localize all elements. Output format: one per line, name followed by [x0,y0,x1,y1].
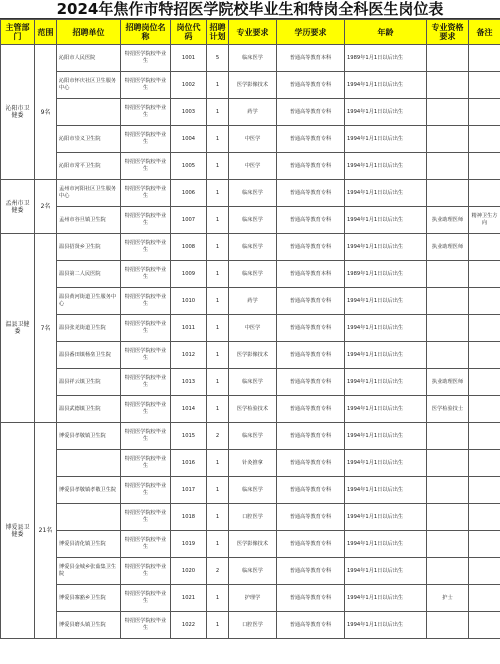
cell-age: 1994年1月1日以后出生 [345,288,427,315]
cell-note [469,288,500,315]
cell-count: 1 [207,261,229,288]
cell-qual [427,342,469,369]
cell-edu: 普通高等教育专科 [277,126,345,153]
cell-major: 口腔医学 [229,504,277,531]
table-row [1,45,500,72]
cell-unit: 博爱县孝敬镇卫生院 [57,423,121,450]
table-row [1,315,500,342]
cell-age: 1994年1月1日以后出生 [345,423,427,450]
cell-edu: 普通高等教育专科 [277,288,345,315]
cell-major: 临床医学 [229,261,277,288]
cell-count: 1 [207,207,229,234]
cell-qual: 执业助理医师 [427,234,469,261]
table-row [1,369,500,396]
cell-age: 1994年1月1日以后出生 [345,504,427,531]
cell-qual [427,504,469,531]
cell-post-name: 特招医学院校毕业生 [121,45,171,72]
cell-edu: 普通高等教育专科 [277,477,345,504]
cell-code: 1018 [171,504,207,531]
cell-unit: 博爱县清化镇卫生院 [57,531,121,558]
table-body [1,45,500,639]
cell-note [469,612,500,639]
header-edu: 学历要求 [277,20,345,45]
cell-age: 1994年1月1日以后出生 [345,234,427,261]
cell-major: 针灸推拿 [229,450,277,477]
cell-count: 1 [207,504,229,531]
cell-major: 医学检验技术 [229,396,277,423]
cell-post-name: 特招医学院校毕业生 [121,531,171,558]
cell-note [469,234,500,261]
cell-qual [427,153,469,180]
cell-age: 1994年1月1日以后出生 [345,558,427,585]
cell-qual: 执业助理医师 [427,207,469,234]
table-row [1,558,500,585]
cell-note [469,180,500,207]
table-row [1,531,500,558]
cell-edu: 普通高等教育专科 [277,612,345,639]
cell-unit: 沁阳市常平卫生院 [57,153,121,180]
cell-major: 临床医学 [229,423,277,450]
table-row [1,288,500,315]
header-count: 招聘计划 [207,20,229,45]
cell-qual [427,45,469,72]
cell-edu: 普通高等教育专科 [277,207,345,234]
cell-post-name: 特招医学院校毕业生 [121,585,171,612]
cell-qual [427,288,469,315]
cell-qual [427,261,469,288]
cell-count: 1 [207,72,229,99]
cell-count: 1 [207,99,229,126]
cell-note [469,45,500,72]
cell-dept: 沁阳市卫健委 [1,45,35,180]
cell-edu: 普通高等教育本科 [277,261,345,288]
cell-major: 中医学 [229,153,277,180]
table-row [1,612,500,639]
cell-dept: 孟州市卫健委 [1,180,35,234]
cell-count: 2 [207,423,229,450]
cell-edu: 普通高等教育本科 [277,45,345,72]
cell-qual [427,99,469,126]
cell-age: 1994年1月1日以后出生 [345,450,427,477]
cell-major: 口腔医学 [229,612,277,639]
cell-note [469,261,500,288]
cell-unit: 博爱县磨头镇卫生院 [57,612,121,639]
cell-post-name: 特招医学院校毕业生 [121,180,171,207]
cell-major: 药学 [229,99,277,126]
cell-count: 1 [207,288,229,315]
cell-unit: 博爱县孝敬镇孝敬卫生院 [57,477,121,504]
cell-major: 医学影像技术 [229,342,277,369]
cell-code: 1006 [171,180,207,207]
cell-scope: 7名 [35,234,57,423]
cell-note [469,342,500,369]
header-unit: 招聘单位 [57,20,121,45]
cell-major: 临床医学 [229,558,277,585]
cell-qual [427,612,469,639]
cell-post-name: 特招医学院校毕业生 [121,450,171,477]
cell-age: 1994年1月1日以后出生 [345,342,427,369]
table-row [1,342,500,369]
cell-code: 1001 [171,45,207,72]
cell-note [469,72,500,99]
cell-code: 1003 [171,99,207,126]
cell-age: 1994年1月1日以后出生 [345,207,427,234]
cell-major: 临床医学 [229,477,277,504]
cell-qual [427,126,469,153]
cell-note [469,477,500,504]
cell-edu: 普通高等教育专科 [277,99,345,126]
cell-qual [427,450,469,477]
cell-post-name: 特招医学院校毕业生 [121,504,171,531]
cell-post-name: 特招医学院校毕业生 [121,558,171,585]
cell-code: 1011 [171,315,207,342]
cell-qual: 医学检验技士 [427,396,469,423]
header-post-name: 招聘岗位名称 [121,20,171,45]
cell-code: 1015 [171,423,207,450]
cell-age: 1994年1月1日以后出生 [345,153,427,180]
cell-count: 1 [207,180,229,207]
cell-unit [57,504,121,531]
cell-edu: 普通高等教育专科 [277,396,345,423]
positions-table [0,19,500,639]
table-row [1,261,500,288]
cell-major: 临床医学 [229,234,277,261]
cell-major: 医学影像技术 [229,72,277,99]
cell-edu: 普通高等教育专科 [277,504,345,531]
cell-age: 1989年1月1日以后出生 [345,45,427,72]
cell-post-name: 特招医学院校毕业生 [121,612,171,639]
cell-age: 1994年1月1日以后出生 [345,477,427,504]
cell-count: 1 [207,153,229,180]
cell-age: 1994年1月1日以后出生 [345,585,427,612]
cell-edu: 普通高等教育专科 [277,423,345,450]
cell-note [469,585,500,612]
cell-post-name: 特招医学院校毕业生 [121,477,171,504]
cell-unit [57,450,121,477]
cell-qual [427,315,469,342]
table-row [1,504,500,531]
cell-code: 1002 [171,72,207,99]
cell-dept: 温县卫健委 [1,234,35,423]
cell-code: 1014 [171,396,207,423]
cell-unit: 沁阳市崇义卫生院 [57,126,121,153]
table-row [1,207,500,234]
cell-code: 1016 [171,450,207,477]
cell-post-name: 特招医学院校毕业生 [121,72,171,99]
cell-edu: 普通高等教育专科 [277,315,345,342]
cell-post-name: 特招医学院校毕业生 [121,423,171,450]
table-row [1,126,500,153]
cell-code: 1009 [171,261,207,288]
cell-note [469,99,500,126]
cell-qual: 执业助理医师 [427,369,469,396]
cell-post-name: 特招医学院校毕业生 [121,99,171,126]
cell-unit: 沁阳市人民医院 [57,45,121,72]
cell-unit: 博爱县金城乡张茹集卫生院 [57,558,121,585]
header-age: 年龄 [345,20,427,45]
cell-qual [427,531,469,558]
cell-edu: 普通高等教育专科 [277,342,345,369]
cell-edu: 普通高等教育专科 [277,585,345,612]
cell-qual [427,180,469,207]
cell-edu: 普通高等教育专科 [277,234,345,261]
cell-note [469,450,500,477]
cell-unit: 温县黄河街道卫生服务中心 [57,288,121,315]
cell-post-name: 特招医学院校毕业生 [121,396,171,423]
cell-code: 1008 [171,234,207,261]
cell-count: 1 [207,396,229,423]
cell-edu: 普通高等教育专科 [277,369,345,396]
header-dept: 主管部门 [1,20,35,45]
cell-major: 医学影像技术 [229,531,277,558]
cell-note [469,369,500,396]
cell-edu: 普通高等教育专科 [277,153,345,180]
cell-unit: 温县招贤乡卫生院 [57,234,121,261]
cell-age: 1994年1月1日以后出生 [345,72,427,99]
cell-count: 1 [207,612,229,639]
cell-age: 1994年1月1日以后出生 [345,531,427,558]
cell-edu: 普通高等教育专科 [277,180,345,207]
cell-age: 1989年1月1日以后出生 [345,261,427,288]
table-row [1,585,500,612]
cell-post-name: 特招医学院校毕业生 [121,369,171,396]
cell-code: 1010 [171,288,207,315]
cell-age: 1994年1月1日以后出生 [345,396,427,423]
table-row [1,180,500,207]
cell-count: 1 [207,531,229,558]
table-row [1,396,500,423]
cell-major: 临床医学 [229,180,277,207]
table-row [1,423,500,450]
cell-major: 中医学 [229,315,277,342]
cell-note [469,423,500,450]
cell-code: 1013 [171,369,207,396]
cell-major: 中医学 [229,126,277,153]
table-row [1,477,500,504]
cell-count: 5 [207,45,229,72]
table-row [1,72,500,99]
table-header-row [1,20,500,45]
cell-qual [427,558,469,585]
cell-post-name: 特招医学院校毕业生 [121,207,171,234]
cell-code: 1012 [171,342,207,369]
cell-age: 1994年1月1日以后出生 [345,612,427,639]
cell-code: 1004 [171,126,207,153]
table-row [1,450,500,477]
cell-qual [427,423,469,450]
cell-unit: 温县第二人民医院 [57,261,121,288]
cell-code: 1022 [171,612,207,639]
cell-code: 1020 [171,558,207,585]
cell-code: 1005 [171,153,207,180]
cell-count: 1 [207,342,229,369]
cell-age: 1994年1月1日以后出生 [345,99,427,126]
cell-edu: 普通高等教育专科 [277,558,345,585]
cell-count: 1 [207,450,229,477]
cell-scope: 21名 [35,423,57,639]
cell-post-name: 特招医学院校毕业生 [121,288,171,315]
cell-unit: 温县张羌街道卫生院 [57,315,121,342]
cell-code: 1017 [171,477,207,504]
cell-post-name: 特招医学院校毕业生 [121,261,171,288]
cell-post-name: 特招医学院校毕业生 [121,153,171,180]
table-row [1,234,500,261]
cell-scope: 2名 [35,180,57,234]
cell-note [469,396,500,423]
table-row [1,99,500,126]
cell-note [469,315,500,342]
cell-age: 1994年1月1日以后出生 [345,126,427,153]
cell-code: 1019 [171,531,207,558]
cell-edu: 普通高等教育专科 [277,72,345,99]
cell-note: 精神卫生方向 [469,207,500,234]
cell-code: 1007 [171,207,207,234]
cell-major: 临床医学 [229,369,277,396]
header-scope: 范围 [35,20,57,45]
table-row [1,153,500,180]
cell-unit: 温县番田镇杨垒卫生院 [57,342,121,369]
cell-code: 1021 [171,585,207,612]
cell-count: 1 [207,477,229,504]
cell-note [469,558,500,585]
cell-count: 1 [207,369,229,396]
cell-unit: 孟州市河阳社区卫生服务中心 [57,180,121,207]
cell-note [469,531,500,558]
header-code: 岗位代码 [171,20,207,45]
header-major: 专业要求 [229,20,277,45]
cell-scope: 9名 [35,45,57,180]
cell-edu: 普通高等教育专科 [277,450,345,477]
cell-count: 1 [207,315,229,342]
cell-count: 2 [207,558,229,585]
cell-qual: 护士 [427,585,469,612]
cell-unit [57,99,121,126]
cell-post-name: 特招医学院校毕业生 [121,315,171,342]
cell-count: 1 [207,126,229,153]
cell-edu: 普通高等教育专科 [277,531,345,558]
cell-qual [427,72,469,99]
cell-major: 药学 [229,288,277,315]
cell-note [469,504,500,531]
cell-age: 1994年1月1日以后出生 [345,315,427,342]
cell-unit: 博爱县寨豁乡卫生院 [57,585,121,612]
cell-major: 临床医学 [229,207,277,234]
cell-qual [427,477,469,504]
cell-count: 1 [207,585,229,612]
cell-note [469,126,500,153]
cell-unit: 孟州市谷旦镇卫生院 [57,207,121,234]
page-title: 2024年焦作市特招医学院校毕业生和特岗全科医生岗位表 [0,0,500,19]
cell-age: 1994年1月1日以后出生 [345,180,427,207]
cell-note [469,153,500,180]
cell-count: 1 [207,234,229,261]
cell-major: 护理学 [229,585,277,612]
cell-post-name: 特招医学院校毕业生 [121,342,171,369]
cell-dept: 博爱县卫健委 [1,423,35,639]
header-qual: 专业资格要求 [427,20,469,45]
cell-unit: 温县武德镇卫生院 [57,396,121,423]
cell-age: 1994年1月1日以后出生 [345,369,427,396]
cell-post-name: 特招医学院校毕业生 [121,234,171,261]
cell-post-name: 特招医学院校毕业生 [121,126,171,153]
cell-unit: 温县祥云镇卫生院 [57,369,121,396]
cell-unit: 沁阳市怀庆社区卫生服务中心 [57,72,121,99]
cell-major: 临床医学 [229,45,277,72]
header-note: 备注 [469,20,500,45]
